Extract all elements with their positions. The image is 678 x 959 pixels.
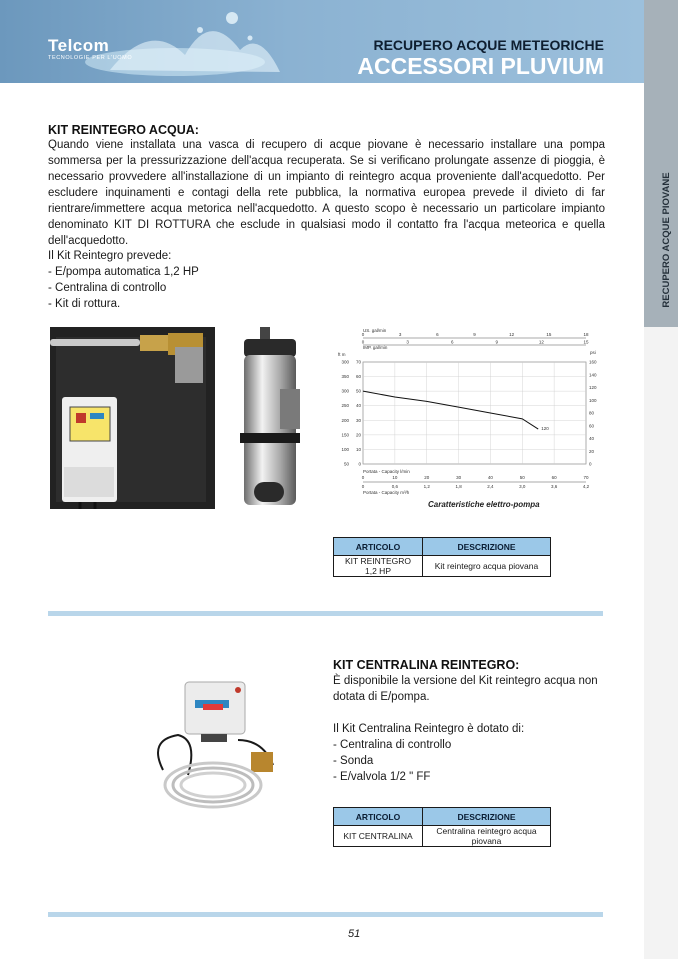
chart-left-ft-tick: 300	[341, 359, 349, 365]
chart-second-tick: 12	[538, 339, 544, 345]
chart-x-tick-1: 50	[519, 475, 525, 480]
section1-list	[48, 264, 199, 312]
chart-left-m-tick: 70	[355, 359, 361, 365]
table-cell-description: Kit reintegro acqua piovana	[423, 556, 551, 577]
table-header-cell: DESCRIZIONE	[423, 808, 551, 826]
list-item: - Centralina di controllo	[48, 282, 167, 294]
chart-left-m-tick: 60	[355, 374, 361, 380]
chart-top-axis-label: US. gal/min	[363, 328, 387, 333]
chart-top-tick: 15	[546, 332, 552, 337]
chart-left-ft-tick: 200	[341, 417, 349, 423]
chart-x-tick-1: 20	[424, 475, 430, 480]
chart-right-tick: 20	[589, 448, 595, 454]
section1-intro: Il Kit Reintegro prevede:	[48, 250, 172, 262]
electro-pump-photo	[238, 327, 302, 507]
water-splash-graphic	[0, 0, 300, 83]
chart-caption: Caratteristiche elettro-pompa	[428, 500, 540, 509]
chart-right-tick: 140	[589, 372, 597, 378]
chart-x-label-1: Portata - Capacity l/min	[363, 469, 410, 474]
chart-left-m-tick: 0	[358, 461, 361, 467]
chart-x-label-2: Portata - Capacity m³/h	[363, 490, 410, 495]
chart-x-tick-2: 0	[361, 484, 365, 489]
list-item: - E/valvola 1/2 " FF	[333, 771, 431, 783]
chart-top-tick: 0	[361, 332, 365, 337]
chart-left-m-tick: 10	[355, 446, 361, 452]
list-item: - Centralina di controllo	[333, 739, 452, 751]
chart-left-ft-tick: 350	[341, 374, 349, 380]
table-cell-article: KIT REINTEGRO 1,2 HP	[334, 556, 423, 577]
chart-left-ft-tick: 300	[341, 388, 349, 394]
chart-right-tick: 160	[589, 359, 597, 365]
kit-reintegro-photo	[50, 327, 215, 509]
chart-x-tick-2: 3,0	[519, 484, 526, 489]
table-row	[334, 826, 551, 847]
header-band	[0, 0, 644, 83]
logo-name: Telcom	[48, 36, 110, 55]
chart-top-tick: 6	[436, 332, 439, 337]
chart-left-m-tick: 20	[355, 432, 361, 438]
chart-right-axis-label: psi	[590, 350, 596, 355]
chart-second-tick: 9	[495, 339, 499, 345]
section1-paragraph: Quando viene installata una vasca di recupero di acque piovane è necessario installare una pompa sommersa per la pressurizzazione dell'acqua recuperata. Se si verificano prolungate assenze di pioggia, è necessario provvedere all'installazione di un impianto di reintegro acqua proveniente dall'acquedotto. Per escludere inquinamenti e contagi della rete pubblica, la normativa europea prevede il divieto di far rientrare/immettere acqua metorica nell'acquedotto. A questo scopo è necessario un particolare impianto denominato KIT DI ROTTURA che esclude in qualsiasi modo il contatto fra l'acqua meteorica e quella dell'acquedotto.	[48, 139, 605, 247]
chart-left-axis-label: ft m	[338, 352, 346, 357]
side-tab-label: RECUPERO ACQUE PIOVANE	[661, 172, 672, 308]
chart-left-ft-tick: 100	[341, 446, 349, 452]
chart-second-tick: 0	[361, 339, 365, 345]
chart-x-tick-2: 2,4	[487, 484, 494, 489]
page-title: ACCESSORI PLUVIUM	[357, 53, 604, 79]
side-margin	[644, 327, 678, 959]
chart-left-m-tick: 50	[355, 388, 361, 394]
chart-top-tick: 3	[398, 332, 402, 337]
chart-x-tick-1: 40	[487, 475, 493, 480]
chart-top-tick: 9	[473, 332, 476, 337]
chart-x-tick-1: 30	[456, 475, 462, 480]
chart-second-tick: 6	[450, 339, 454, 345]
table-row	[334, 556, 551, 577]
chart-right-tick: 120	[589, 385, 597, 390]
chart-x-tick-2: 1,2	[423, 484, 430, 489]
section2-paragraph: È disponibile la versione del Kit reintegro acqua non dotata di E/pompa.	[333, 675, 598, 703]
table-header-cell: ARTICOLO	[334, 538, 423, 556]
page-number: 51	[348, 928, 361, 940]
list-item: - E/pompa automatica 1,2 HP	[48, 266, 199, 278]
chart-right-tick: 0	[589, 461, 592, 467]
table-header-cell: DESCRIZIONE	[423, 538, 551, 556]
chart-right-tick: 60	[589, 423, 595, 429]
chart-left-ft-tick: 250	[341, 403, 349, 409]
chart-left-ft-tick: 150	[341, 432, 349, 438]
chart-right-tick: 100	[589, 397, 597, 403]
chart-x-tick-1: 70	[583, 475, 589, 480]
article-table-2	[333, 807, 551, 847]
chart-x-tick-2: 0,6	[391, 484, 398, 489]
section-divider	[48, 611, 603, 616]
chart-x-tick-2: 1,8	[455, 484, 462, 489]
chart-curve-label: 120	[541, 426, 549, 432]
footer-divider	[48, 912, 603, 917]
logo-tagline: TECNOLOGIE PER L'UOMO	[48, 55, 133, 61]
header-category: RECUPERO ACQUE METEORICHE	[373, 37, 604, 53]
chart-x-tick-1: 60	[551, 475, 557, 480]
chart-left-m-tick: 30	[355, 417, 361, 423]
section2-title: KIT CENTRALINA REINTEGRO:	[333, 658, 520, 672]
kit-centralina-photo	[143, 680, 283, 810]
chart-x-tick-1: 10	[392, 475, 398, 480]
side-tab	[644, 0, 678, 327]
chart-right-tick: 80	[589, 410, 595, 416]
table-cell-article: KIT CENTRALINA	[334, 826, 423, 847]
article-table-1	[333, 537, 551, 577]
chart-right-tick: 40	[589, 436, 595, 441]
section1-title: KIT REINTEGRO ACQUA:	[48, 123, 199, 137]
section2-intro: Il Kit Centralina Reintegro è dotato di:	[333, 723, 525, 735]
chart-series-line	[363, 391, 538, 429]
section2-list	[333, 737, 451, 785]
chart-plot-frame	[363, 362, 586, 464]
chart-second-tick: 15	[583, 339, 589, 345]
chart-top-tick: 18	[583, 332, 589, 337]
table-cell-description: Centralina reintegro acqua piovana	[423, 826, 551, 847]
chart-left-m-tick: 40	[355, 403, 361, 409]
chart-x-tick-1: 0	[361, 475, 365, 480]
chart-top-tick: 12	[509, 332, 515, 337]
chart-second-axis-label: IMP. gal/min	[363, 345, 388, 350]
list-item: - Kit di rottura.	[48, 298, 121, 310]
pump-curve-chart	[328, 326, 600, 498]
table-header-row	[334, 538, 551, 556]
chart-x-tick-2: 3,6	[551, 484, 558, 489]
list-item: - Sonda	[333, 755, 374, 767]
table-header-row	[334, 808, 551, 826]
telcom-logo	[48, 36, 132, 61]
table-header-cell: ARTICOLO	[334, 808, 423, 826]
chart-second-tick: 3	[406, 339, 409, 345]
chart-x-tick-2: 4,2	[582, 484, 590, 489]
chart-left-ft-tick: 50	[343, 461, 349, 467]
